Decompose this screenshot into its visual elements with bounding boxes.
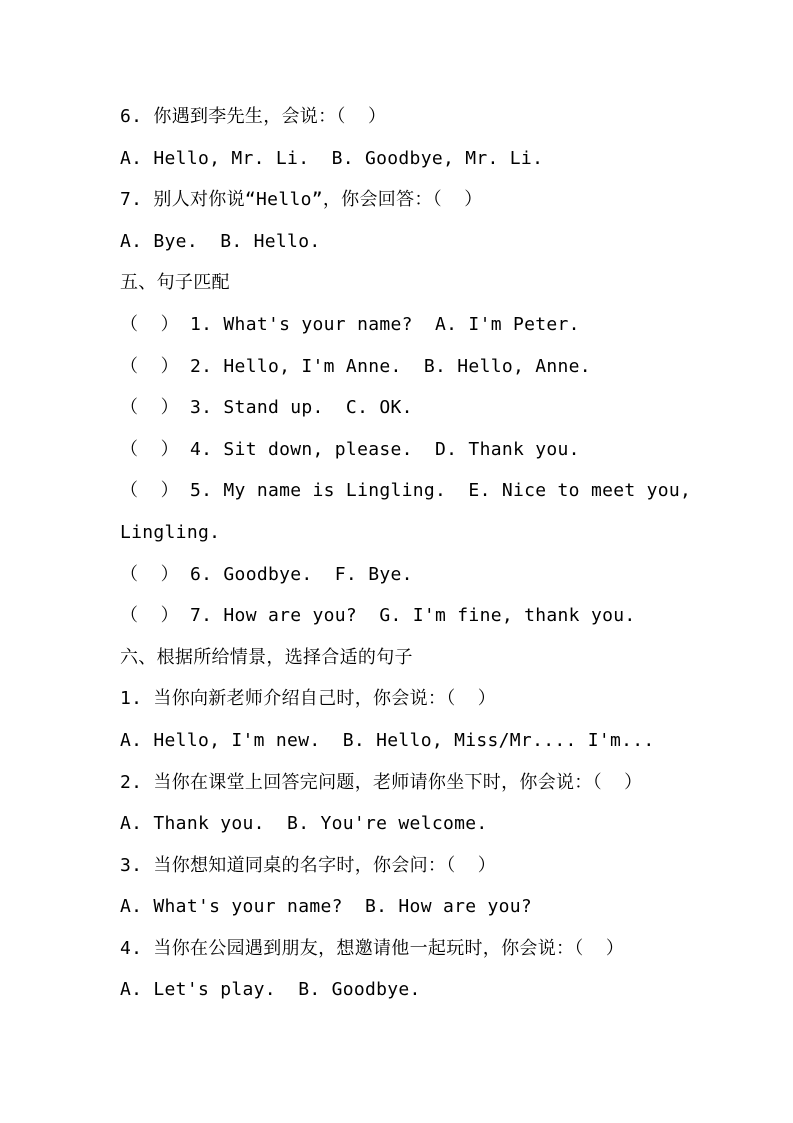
match-item-4: （ ） 4. Sit down, please. D. Thank you. xyxy=(120,438,580,460)
section-5-heading: 五、句子匹配 xyxy=(120,272,230,294)
match-item-2: （ ） 2. Hello, I'm Anne. B. Hello, Anne. xyxy=(120,355,591,377)
worksheet-page xyxy=(120,96,740,1011)
question-7: 7. 别人对你说“Hello”，你会回答：（ ） xyxy=(120,189,483,211)
question-6: 6. 你遇到李先生，会说：（ ） xyxy=(120,106,387,127)
situation-1-options: A. Hello, I'm new. B. Hello, Miss/Mr.... I'm... xyxy=(120,729,655,751)
situation-2-options: A. Thank you. B. You're welcome. xyxy=(120,813,488,835)
match-item-5-continued: Lingling. xyxy=(120,521,221,543)
situation-2: 2. 当你在课堂上回答完问题，老师请你坐下时，你会说：（ ） xyxy=(120,771,643,793)
match-item-6: （ ） 6. Goodbye. F. Bye. xyxy=(120,563,413,585)
match-item-3: （ ） 3. Stand up. C. OK. xyxy=(120,397,413,419)
situation-4-options: A. Let's play. B. Goodbye. xyxy=(120,979,421,1001)
question-6-options: A. Hello, Mr. Li. B. Goodbye, Mr. Li. xyxy=(120,147,544,169)
situation-1: 1. 当你向新老师介绍自己时，你会说：（ ） xyxy=(120,688,497,710)
situation-3-options: A. What's your name? B. How are you? xyxy=(120,896,533,918)
question-7-options: A. Bye. B. Hello. xyxy=(120,230,321,252)
situation-3: 3. 当你想知道同桌的名字时，你会问：（ ） xyxy=(120,854,497,876)
situation-4: 4. 当你在公园遇到朋友，想邀请他一起玩时，你会说：（ ） xyxy=(120,937,625,959)
section-6-heading: 六、根据所给情景，选择合适的句子 xyxy=(120,646,413,668)
match-item-1: （ ） 1. What's your name? A. I'm Peter. xyxy=(120,313,580,335)
match-item-7: （ ） 7. How are you? G. I'm fine, thank you. xyxy=(120,605,636,627)
match-item-5: （ ） 5. My name is Lingling. E. Nice to meet you, xyxy=(120,480,692,502)
